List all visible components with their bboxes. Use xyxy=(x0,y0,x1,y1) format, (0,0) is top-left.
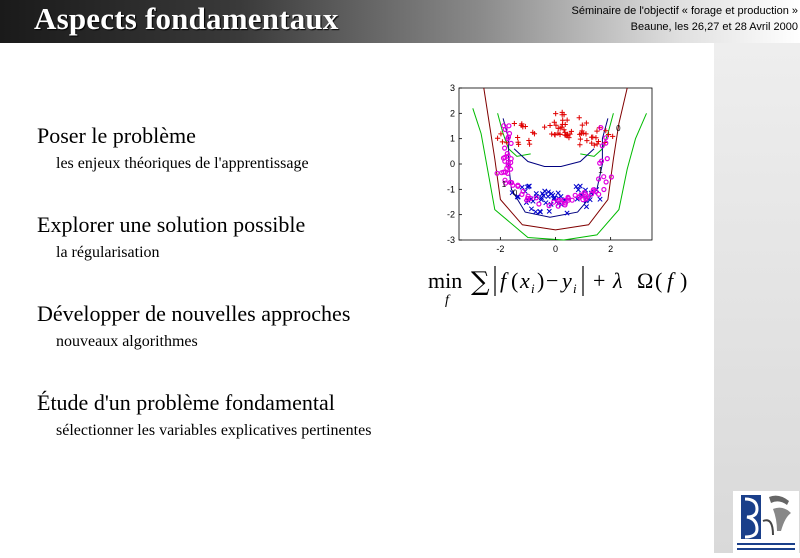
bullet-main: Poser le problème xyxy=(37,123,196,148)
formula-f: f xyxy=(500,268,507,293)
seminar-date-location: Beaune, les 26,27 et 28 Avril 2000 xyxy=(630,21,798,33)
y-tick-label: 1 xyxy=(449,133,455,144)
y-tick-label: -3 xyxy=(446,235,455,245)
y-tick-label: -2 xyxy=(446,209,455,220)
bullet-item xyxy=(37,301,350,351)
y-tick-label: -1 xyxy=(446,184,455,195)
contour-label: 0 xyxy=(512,188,518,198)
bullet-sub: les enjeux théoriques de l'apprentissage xyxy=(56,155,309,172)
contour-label: 1 xyxy=(598,165,603,175)
formula-plus: + xyxy=(593,268,606,293)
formula-x-subscript: i xyxy=(531,281,535,296)
formula-lparen: ( xyxy=(511,268,519,293)
formula-omega: Ω xyxy=(637,268,654,293)
bullet-item xyxy=(37,390,371,440)
bullet-main: Développer de nouvelles approches xyxy=(37,301,351,326)
formula-min: min xyxy=(428,268,463,293)
contour-label: 1 xyxy=(501,179,507,189)
formula-sum: ∑ xyxy=(471,267,490,297)
formula-y: y xyxy=(562,268,572,293)
bullet-item xyxy=(37,123,309,173)
formula-f-arg: f xyxy=(667,268,674,293)
formula-lambda: λ xyxy=(613,268,623,293)
formula-rparen: ) xyxy=(537,268,545,293)
x-tick-label: 2 xyxy=(608,244,614,254)
formula-omega-lparen: ( xyxy=(655,268,663,293)
bullet-main: Étude d'un problème fondamental xyxy=(37,390,335,415)
bullet-sub: sélectionner les variables explicatives pertinentes xyxy=(56,422,372,439)
slide-title: Aspects fondamentaux xyxy=(34,1,339,36)
bullet-item xyxy=(37,212,305,262)
y-tick-label: 0 xyxy=(449,159,455,169)
regularization-formula xyxy=(425,258,710,308)
formula-omega-rparen: ) xyxy=(680,268,688,293)
institution-logo xyxy=(733,491,799,553)
formula-y-subscript: i xyxy=(573,281,577,296)
svm-contour-plot xyxy=(437,80,662,255)
formula-minus: − xyxy=(546,268,559,293)
formula-min-subscript: f xyxy=(445,293,449,308)
x-tick-label: -2 xyxy=(496,244,505,254)
bullet-sub: nouveaux algorithmes xyxy=(56,333,198,350)
y-tick-label: 3 xyxy=(449,83,455,93)
x-tick-label: 0 xyxy=(552,244,559,254)
bullet-sub: la régularisation xyxy=(56,244,160,261)
bullet-main: Explorer une solution possible xyxy=(37,212,306,237)
y-tick-label: 2 xyxy=(449,108,455,119)
seminar-name: Séminaire de l'objectif « forage et production » xyxy=(571,5,798,17)
title-bar xyxy=(0,0,800,43)
contour-label: 0 xyxy=(616,124,621,134)
plot-frame xyxy=(459,88,652,240)
right-decor-band xyxy=(714,43,800,553)
formula-x: x xyxy=(520,268,530,293)
